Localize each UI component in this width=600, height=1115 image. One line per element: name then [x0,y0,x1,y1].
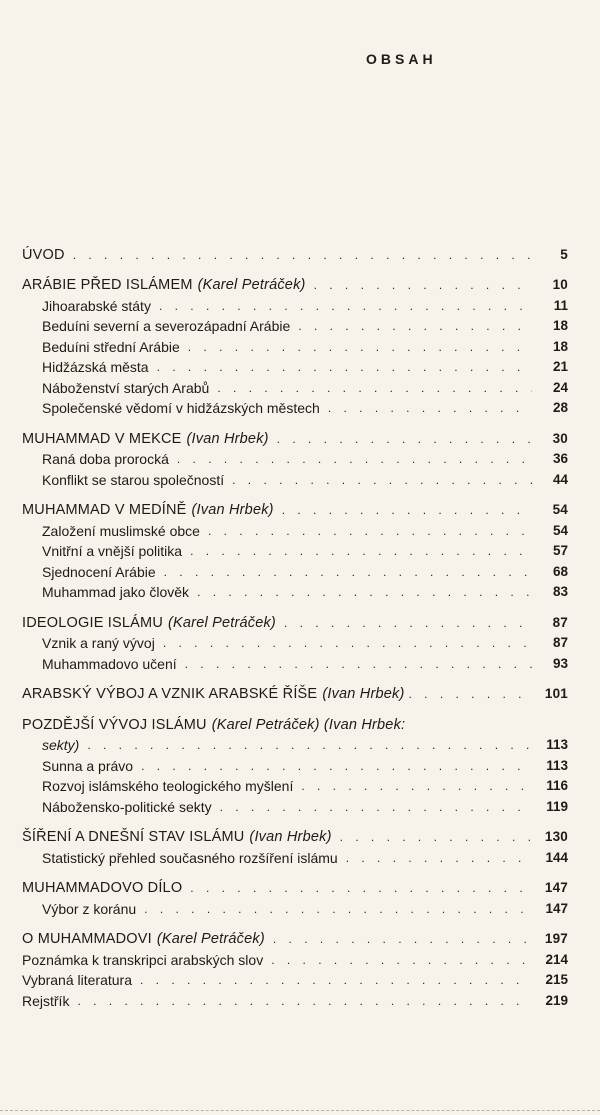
dot-leader [217,382,532,394]
page-number: 18 [552,338,568,354]
chapter-title: ARÁBIE PŘED ISLÁMEM [22,277,193,293]
chapter-author: (Ivan Hrbek) [186,430,269,447]
subchapter-title: Nábožensko-politické sekty [42,798,212,815]
dot-leader [177,453,532,465]
page-number: 113 [546,737,568,752]
dot-leader [163,637,532,649]
page-number: 28 [552,400,568,415]
toc-section-dilo [22,878,568,919]
subchapter-title: Sunna a právo [42,757,134,774]
table-of-contents [22,244,568,1011]
chapter-title: MUHAMMADOVO DÍLO [22,880,183,896]
subchapter-title: Náboženství starých Arabů [42,379,210,396]
toc-section-pozdejsi [22,714,568,817]
toc-chapter-row[interactable] [22,244,568,265]
page-number: 10 [552,277,568,292]
subchapter-title: Výbor z koránu [42,900,137,917]
page-edge-divider [0,1110,600,1111]
toc-section-sireni [22,827,568,868]
toc-section-uvod [22,244,568,265]
toc-appendix-row[interactable] [22,970,568,991]
subchapter-title: Sjednocení Arábie [42,563,156,580]
dot-leader [77,995,532,1007]
page-number: 57 [552,543,568,558]
chapter-title: IDEOLOGIE ISLÁMU [22,614,163,631]
page-number: 219 [545,992,568,1008]
page-number: 93 [552,655,568,671]
chapter-title: ARABSKÝ VÝBOJ A VZNIK ARABSKÉ ŘÍŠE [22,686,318,702]
dot-leader [271,954,532,966]
toc-subchapter-row[interactable] [22,847,568,868]
subchapter-title: Muhammad jako člověk [42,584,190,600]
toc-subchapter-row[interactable] [22,357,568,378]
dot-leader [190,882,532,894]
page-number: 21 [552,359,568,374]
toc-section-mekka [22,428,568,490]
page-number: 197 [544,931,568,946]
toc-subchapter-row[interactable] [22,295,568,316]
subchapter-title: Konflikt se starou společností [42,471,225,488]
dot-leader [197,586,532,598]
chapter-title: ÚVOD [22,246,65,263]
dot-leader [232,474,532,486]
dot-leader [185,658,532,670]
appendix-title: Poznámka k transkripci arabských slov [22,951,264,968]
page-number: 24 [552,379,568,395]
toc-subchapter-row[interactable] [22,633,568,654]
page-number: 68 [552,563,568,579]
toc-section-medina [22,500,568,603]
chapter-author: (Ivan Hrbek) [249,829,332,845]
toc-subchapter-row[interactable] [22,755,568,776]
dot-leader [284,617,532,629]
page-number: 54 [552,522,568,538]
toc-appendix-row[interactable] [22,949,568,970]
toc-chapter-row[interactable] [22,684,568,705]
toc-subchapter-row[interactable] [22,541,568,562]
subchapter-title: Založení muslimské obce [42,522,200,539]
dot-leader [87,739,532,751]
dot-leader [340,831,532,843]
subchapter-title: Raná doba prorocká [42,451,169,467]
toc-subchapter-row[interactable] [22,316,568,337]
chapter-author: (Karel Petráček) [156,931,265,947]
page-number: 36 [552,451,568,466]
appendix-title: Vybraná literatura [22,972,132,988]
appendix-title: Rejstřík [22,992,70,1009]
subchapter-title: Muhammadovo učení [42,655,177,672]
toc-subchapter-row[interactable] [22,582,568,603]
dot-leader [346,852,532,864]
chapter-title: O MUHAMMADOVI [22,931,152,947]
page-number: 116 [546,778,568,793]
page-number: 30 [552,430,568,446]
page-number: 147 [545,900,568,916]
dot-leader [157,361,532,373]
subchapter-title: Rozvoj islámského teologického myšlení [42,778,294,794]
toc-appendix-row[interactable] [22,990,568,1011]
toc-subchapter-row[interactable] [22,561,568,582]
page-number: 83 [552,584,568,599]
dot-leader [408,688,532,700]
dot-leader [220,801,532,813]
chapter-author: (Ivan Hrbek) [191,502,274,518]
dot-leader [144,903,532,915]
dot-leader [164,566,532,578]
dot-leader [190,545,532,557]
page-number: 87 [552,614,568,630]
subchapter-title: Společenské vědomí v hidžázských městech [42,400,320,416]
page-number: 11 [553,297,568,313]
dot-leader [208,525,532,537]
page-number: 54 [552,502,568,517]
page-number: 147 [544,880,568,895]
page-number: 130 [544,829,568,844]
toc-subchapter-row[interactable] [22,377,568,398]
subchapter-title: Vnitřní a vnější politika [42,543,183,559]
dot-leader [301,780,532,792]
chapter-author: (Karel Petráček) [168,614,276,631]
toc-chapter-row[interactable] [22,878,568,899]
subchapter-title: Beduíni severní a severozápadní Arábie [42,318,291,334]
page-number: 101 [544,686,568,701]
toc-subchapter-row[interactable] [22,398,568,419]
dot-leader [298,320,532,332]
page-number: 5 [560,246,568,262]
page-number: 113 [546,757,568,773]
dot-leader [141,760,532,772]
page-title: OBSAH [366,51,437,67]
subchapter-title: Vznik a raný vývoj [42,635,155,651]
page-number: 18 [552,318,568,333]
toc-subchapter-row[interactable] [22,449,568,470]
chapter-title: POZDĚJŠÍ VÝVOJ ISLÁMU [22,716,207,733]
dot-leader [140,974,532,986]
chapter-author: (Ivan Hrbek) [322,686,405,702]
chapter-title-continuation: sekty) [42,737,80,753]
page-number: 119 [546,798,568,814]
dot-leader [277,433,532,445]
chapter-title: MUHAMMAD V MEKCE [22,430,182,447]
toc-chapter-row[interactable] [22,612,568,633]
toc-chapter-row[interactable] [22,275,568,296]
toc-chapter-row[interactable] [22,714,568,735]
dot-leader [273,933,532,945]
toc-subchapter-row[interactable] [22,469,568,490]
chapter-title: MUHAMMAD V MEDÍNĚ [22,502,187,518]
toc-subchapter-row[interactable] [22,776,568,797]
subchapter-title: Beduíni střední Arábie [42,338,180,355]
dot-leader [159,300,532,312]
page-number: 44 [552,471,568,487]
dot-leader [73,249,532,261]
toc-section-vyboj [22,684,568,705]
toc-subchapter-row[interactable] [22,796,568,817]
toc-section-arabie [22,275,568,419]
subchapter-title: Hidžázská města [42,359,149,375]
toc-subchapter-row[interactable] [22,520,568,541]
chapter-title: ŠÍŘENÍ A DNEŠNÍ STAV ISLÁMU [22,829,245,845]
subchapter-title: Statistický přehled současného rozšíření islámu [42,849,338,866]
toc-subchapter-row[interactable] [22,898,568,919]
page-number: 87 [552,635,568,650]
toc-chapter-row[interactable] [22,929,568,950]
toc-chapter-row[interactable] [22,428,568,449]
toc-subchapter-row[interactable] [22,653,568,674]
toc-chapter-row[interactable] [22,500,568,521]
toc-chapter-continuation-row[interactable] [22,735,568,756]
toc-chapter-row[interactable] [22,827,568,848]
dot-leader [282,504,532,516]
toc-subchapter-row[interactable] [22,336,568,357]
chapter-author: (Karel Petráček) (Ivan Hrbek: [211,716,406,733]
chapter-author: (Karel Petráček) [197,277,306,293]
dot-leader [328,402,532,414]
toc-section-ideologie [22,612,568,674]
page-number: 144 [545,849,568,865]
toc-section-final [22,929,568,1011]
dot-leader [188,341,532,353]
page-number: 215 [545,972,568,987]
page-number: 214 [545,951,568,967]
dot-leader [314,279,532,291]
subchapter-title: Jihoarabské státy [42,297,151,314]
